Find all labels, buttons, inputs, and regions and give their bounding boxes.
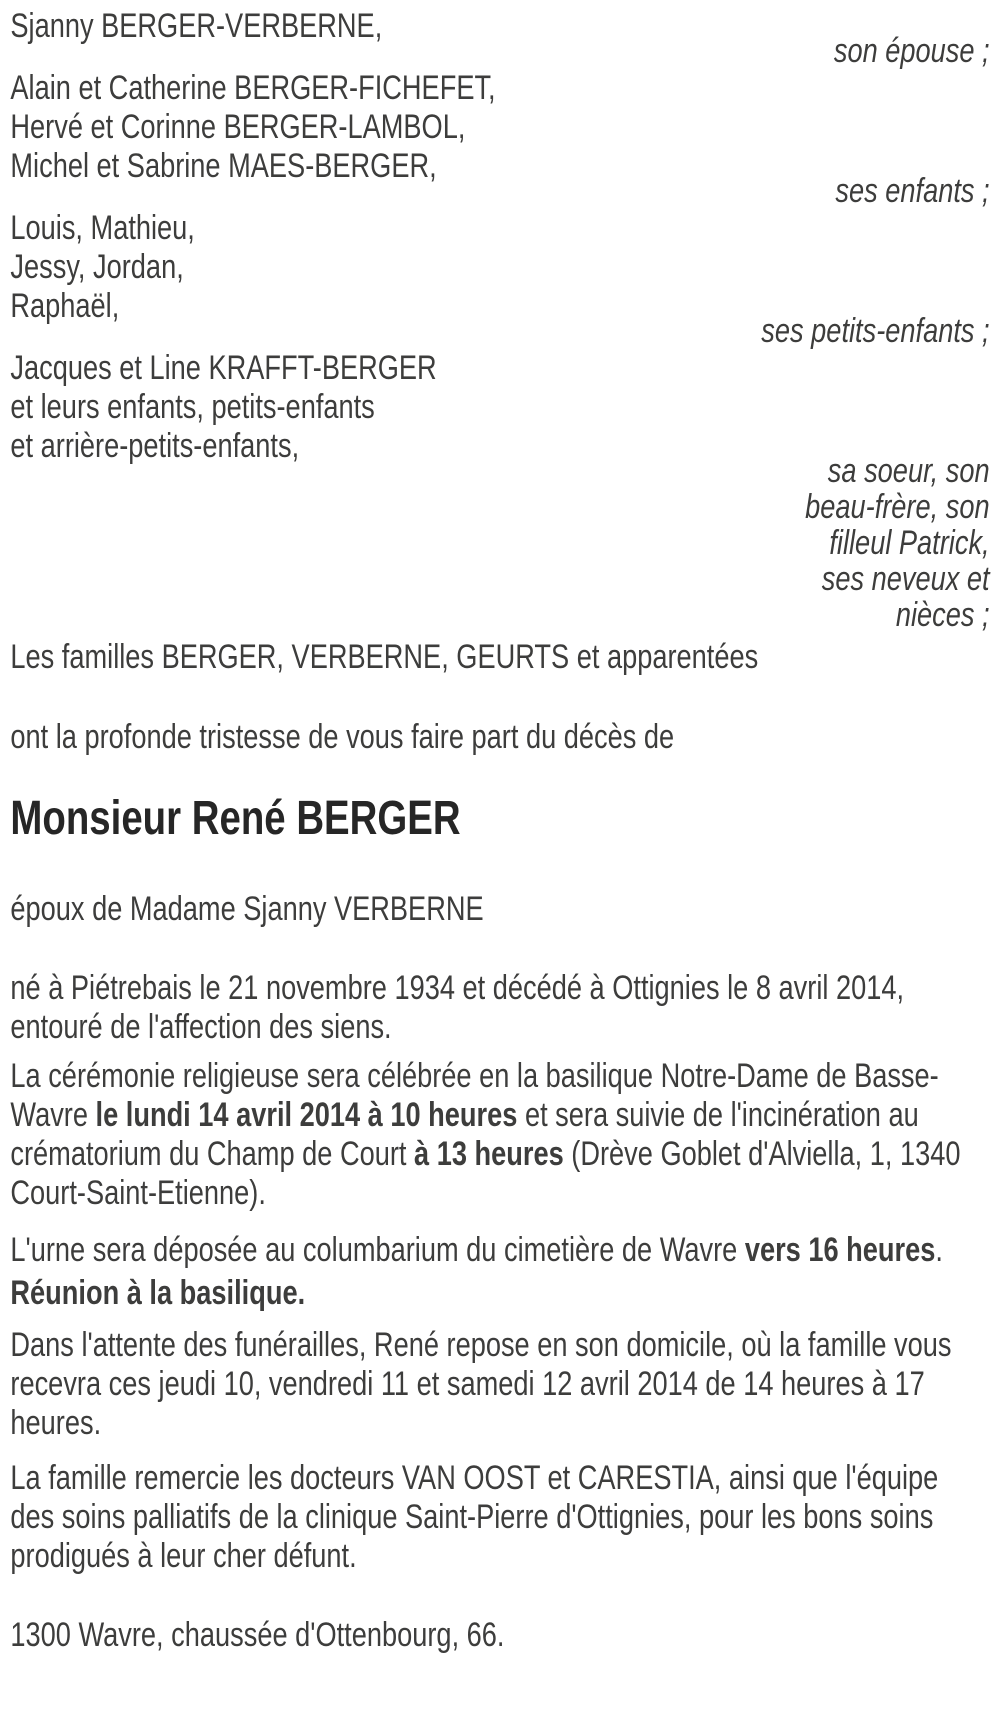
relation-line: ses enfants ; <box>835 172 990 210</box>
family-group <box>10 7 989 69</box>
relation-line: beau-frère, son <box>805 488 990 526</box>
text: né à Piétrebais le 21 novembre 1934 et décédé à Ottignies le 8 avril 2014, entouré de l'affection des siens. <box>10 969 905 1046</box>
relation-line: son épouse ; <box>833 32 990 70</box>
bold-text: à 13 heures <box>414 1135 564 1173</box>
bold-text: Réunion à la basilique. <box>10 1274 306 1312</box>
family-group <box>10 209 989 349</box>
names-block <box>10 349 989 466</box>
text: Dans l'attente des funérailles, René repose en son domicile, où la famille vous recevra ces jeudi 10, vendredi 11 et samedi 12 avril 2014 de 14 heures à 17 heures. <box>10 1326 952 1442</box>
bold-text: le lundi 14 avril 2014 à 10 heures <box>95 1096 518 1134</box>
name-line: Michel et Sabrine MAES-BERGER, <box>10 147 437 185</box>
address-line: 1300 Wavre, chaussée d'Ottenbourg, 66. <box>10 1616 505 1654</box>
text: (Drève Goblet d'Alviella, 1, 1340 Court-Saint-Etienne). <box>10 1135 961 1212</box>
name-line: Jacques et Line KRAFFT-BERGER <box>10 349 437 387</box>
name-line: Jessy, Jordan, <box>10 248 184 286</box>
families-line: Les familles BERGER, VERBERNE, GEURTS et apparentées <box>10 638 759 676</box>
paragraph-urn <box>10 1231 989 1270</box>
name-line: Raphaël, <box>10 287 120 325</box>
family-group <box>10 349 989 633</box>
names-block <box>10 209 989 326</box>
deceased-name-heading: Monsieur René BERGER <box>10 792 461 845</box>
name-line: Hervé et Corinne BERGER-LAMBOL, <box>10 108 466 146</box>
paragraph-visits <box>10 1326 989 1443</box>
text: . <box>935 1231 943 1269</box>
text: La cérémonie religieuse sera célébrée en la basilique Notre-Dame de Basse-Wavre <box>10 1057 939 1134</box>
relation-label <box>10 313 989 349</box>
paragraph-meeting <box>10 1274 989 1313</box>
family-groups <box>10 7 989 633</box>
paragraph-birth-death <box>10 969 989 1047</box>
name-line: Alain et Catherine BERGER-FICHEFET, <box>10 69 496 107</box>
text: L'urne sera déposée au columbarium du cimetière de Wavre <box>10 1231 745 1269</box>
text: La famille remercie les docteurs VAN OOST et CARESTIA, ainsi que l'équipe des soins palliatifs de la clinique Saint-Pierre d'Ottignies, pour les bons soins prodigués à leur cher défunt. <box>10 1459 939 1575</box>
relation-line: nièces ; <box>895 596 990 634</box>
family-group <box>10 69 989 209</box>
paragraph-ceremony <box>10 1057 989 1213</box>
names-block <box>10 69 989 186</box>
spouse-line: époux de Madame Sjanny VERBERNE <box>10 890 484 928</box>
body-paragraphs <box>10 969 989 1576</box>
name-line: et arrière-petits-enfants, <box>10 427 300 465</box>
name-line: Louis, Mathieu, <box>10 209 195 247</box>
name-line: et leurs enfants, petits-enfants <box>10 388 375 426</box>
relation-line: ses neveux et <box>821 560 990 598</box>
text: et sera suivie de l'incinération au crématorium du Champ de Court <box>10 1096 919 1173</box>
relation-line: filleul Patrick, <box>829 524 990 562</box>
name-line: Sjanny BERGER-VERBERNE, <box>10 7 383 45</box>
relation-line: sa soeur, son <box>827 452 990 490</box>
bold-text: vers 16 heures <box>744 1231 936 1269</box>
relation-line: ses petits-enfants ; <box>761 312 990 350</box>
relation-label <box>10 453 989 633</box>
announcement-line: ont la profonde tristesse de vous faire part du décès de <box>10 718 675 756</box>
paragraph-thanks <box>10 1459 989 1576</box>
